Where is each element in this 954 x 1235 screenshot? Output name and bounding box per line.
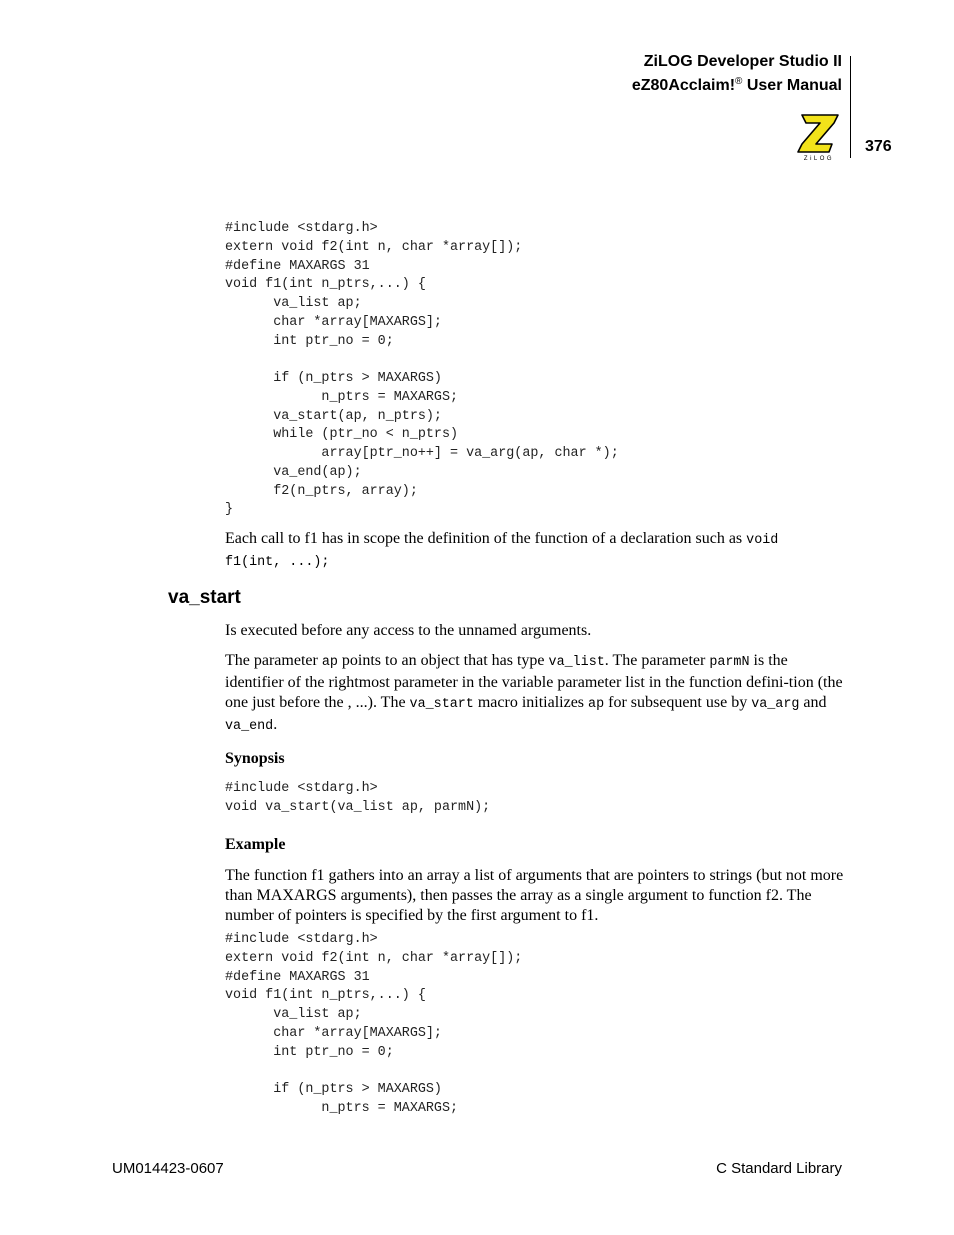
code-line: void f1(int n_ptrs,...) {	[225, 277, 426, 293]
code-line: char *array[MAXARGS];	[225, 1025, 442, 1041]
code-line: char *array[MAXARGS];	[225, 314, 442, 330]
code-line: int ptr_no = 0;	[225, 1044, 394, 1060]
page-number: 376	[865, 138, 892, 155]
desc-text: .	[273, 716, 278, 733]
desc-text: . The parameter	[604, 652, 710, 669]
code-line: n_ptrs = MAXARGS;	[225, 389, 459, 405]
scope-text: Each call to f1 has in scope the definition of the function of a declaration such as	[225, 530, 747, 547]
desc-code-va-start: va_start	[409, 697, 474, 712]
code-line: #include <stdarg.h>	[225, 221, 378, 236]
zilog-z-logo-icon	[796, 113, 842, 161]
code-line: #define MAXARGS 31	[225, 969, 370, 985]
example-heading: Example	[225, 836, 286, 853]
code-line: va_end(ap);	[225, 464, 362, 480]
registered-mark: ®	[735, 76, 743, 87]
desc-code-va-list: va_list	[548, 655, 605, 670]
desc-code-ap: ap	[588, 697, 605, 712]
code-block-synopsis	[225, 780, 490, 818]
desc-text: points to an object that has type	[337, 652, 549, 669]
scope-paragraph	[225, 529, 845, 573]
code-line: if (n_ptrs > MAXARGS)	[225, 371, 442, 386]
desc-code-parmn: parmN	[709, 655, 750, 670]
code-block-example-2	[225, 931, 522, 1119]
code-line: array[ptr_no++] = va_arg(ap, char *);	[225, 446, 619, 461]
code-line: extern void f2(int n, char *array[]);	[225, 950, 523, 966]
desc-text: macro initializes	[473, 694, 589, 711]
code-line: void f1(int n_ptrs,...) {	[225, 988, 426, 1004]
code-line: extern void f2(int n, char *array[]);	[225, 239, 523, 255]
desc-code-va-arg: va_arg	[751, 697, 800, 712]
footer-doc-id: UM014423-0607	[112, 1160, 224, 1177]
header-title	[632, 52, 842, 96]
code-line: va_start(ap, n_ptrs);	[225, 408, 442, 424]
code-block-example-1	[225, 220, 619, 520]
desc-text: is the identifier of the rightmost parameter in the variable parameter list in the function defini-tion (the one just before the , ...). The	[225, 652, 843, 711]
code-line	[225, 1062, 522, 1081]
header-title-line1: ZiLOG Developer Studio II	[643, 53, 842, 70]
code-line: if (n_ptrs > MAXARGS)	[225, 1082, 442, 1097]
code-line: va_list ap;	[225, 1007, 362, 1022]
code-line: #include <stdarg.h>	[225, 781, 378, 796]
desc-text: for subsequent use by	[604, 694, 752, 711]
code-line: int ptr_no = 0;	[225, 333, 394, 349]
header-title-line2	[632, 72, 842, 96]
logo-wordmark: ZiLOG	[803, 156, 835, 161]
section-intro: Is executed before any access to the unnamed arguments.	[225, 622, 592, 639]
scope-code-void: void	[746, 533, 779, 548]
header-manual-label: User Manual	[742, 77, 842, 94]
scope-code-declaration: f1(int, ...);	[225, 555, 330, 570]
code-line: }	[225, 502, 234, 518]
code-line	[225, 351, 619, 370]
example-paragraph: The function f1 gathers into an array a list of arguments that are pointers to strings (but not more than MAXARGS arguments), then passes the array as a single argument to function f2. The number of pointers is specified by the first argument to f1.	[225, 867, 844, 924]
footer-section-name: C Standard Library	[716, 1160, 842, 1177]
desc-text: The parameter	[225, 652, 322, 669]
code-line: n_ptrs = MAXARGS;	[225, 1100, 459, 1116]
code-line: #include <stdarg.h>	[225, 932, 378, 947]
code-line: va_list ap;	[225, 296, 362, 311]
code-line: while (ptr_no < n_ptrs)	[225, 427, 459, 443]
header-product-name: eZ80Acclaim!	[631, 77, 736, 94]
desc-code-ap: ap	[321, 655, 338, 670]
desc-code-va-end: va_end	[225, 719, 274, 734]
desc-text: and	[799, 694, 827, 711]
synopsis-heading: Synopsis	[225, 750, 285, 767]
header-divider	[850, 56, 851, 158]
code-line: f2(n_ptrs, array);	[225, 483, 418, 499]
section-title: va_start	[168, 587, 241, 608]
code-line: #define MAXARGS 31	[225, 258, 370, 274]
section-description	[225, 651, 845, 737]
code-line: void va_start(va_list ap, parmN);	[225, 799, 491, 815]
